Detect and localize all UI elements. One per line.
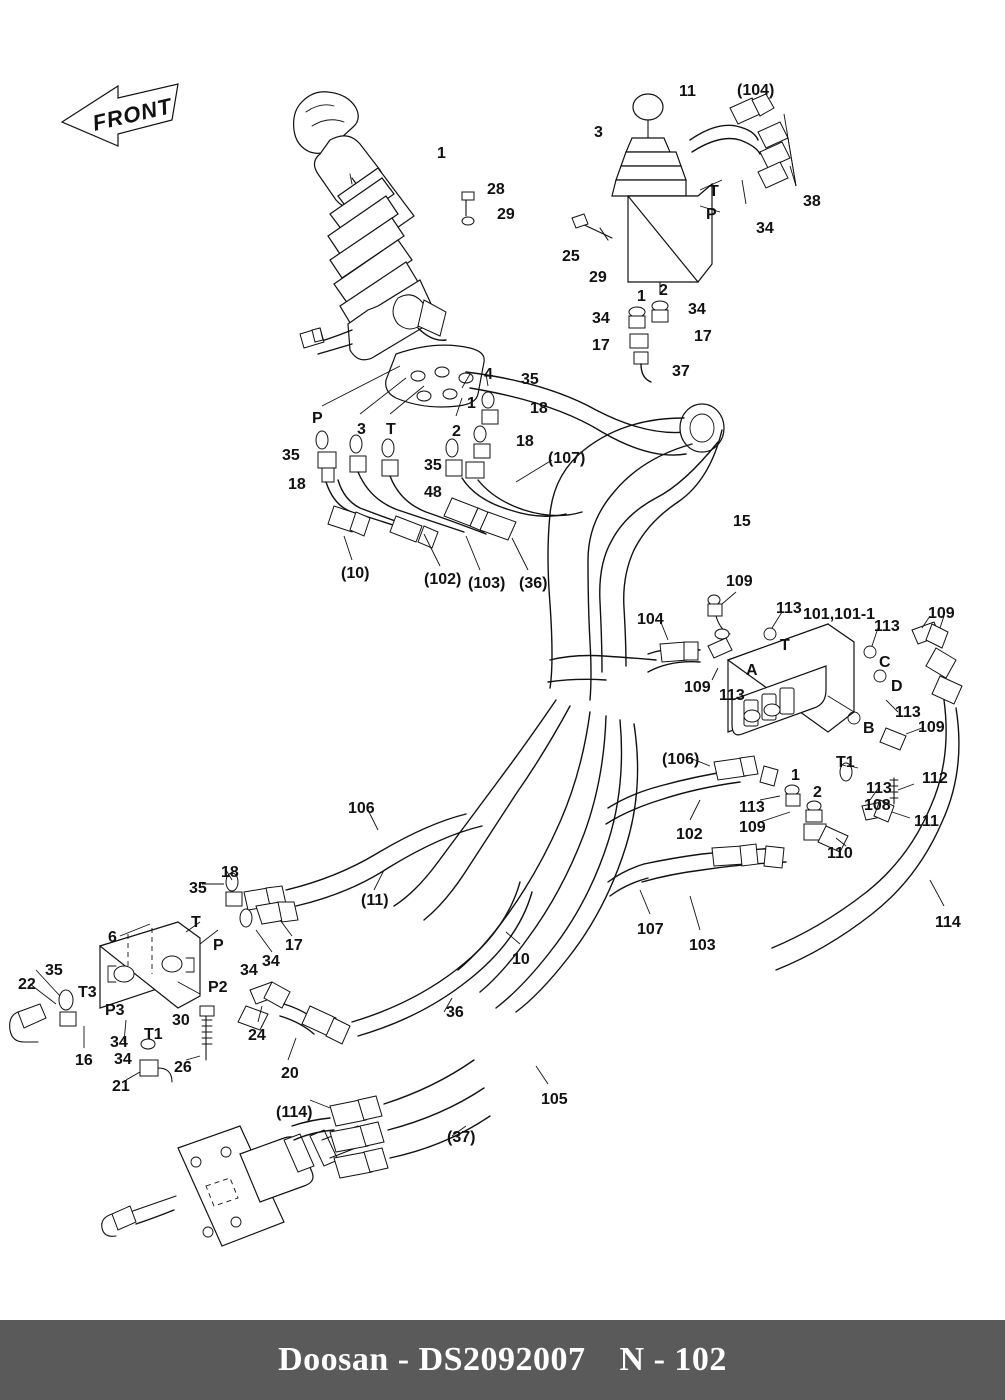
valve-block-6	[10, 810, 532, 1082]
part-callout-T: T	[191, 914, 201, 931]
part-callout-101101-1: 101,101-1	[803, 606, 876, 623]
part-callout-35: 35	[189, 880, 207, 897]
part-callout-18: 18	[516, 433, 534, 450]
part-callout-1: 1	[637, 288, 646, 305]
part-callout-37: 37	[672, 363, 690, 380]
part-callout-T1: T1	[836, 754, 855, 771]
part-callout-3: 3	[594, 124, 603, 141]
part-callout-15: 15	[733, 513, 751, 530]
part-callout-B: B	[863, 720, 875, 737]
part-callout-10: 10	[512, 951, 530, 968]
part-callout-104: 104	[637, 611, 664, 628]
part-callout-114: (114)	[276, 1104, 313, 1121]
part-callout-3: 3	[357, 421, 366, 438]
part-callout-36: (36)	[519, 575, 548, 592]
footer-bar	[0, 1320, 1005, 1400]
part-callout-109: 109	[739, 819, 766, 836]
part-callout-106: (106)	[662, 751, 700, 768]
lower-hose-fan	[394, 700, 638, 1084]
part-callout-105: 105	[541, 1091, 568, 1108]
part-callout-P3: P3	[105, 1002, 125, 1019]
part-callout-18: 18	[221, 864, 239, 881]
part-callout-T3: T3	[78, 984, 97, 1001]
part-callout-26: 26	[174, 1059, 192, 1076]
part-callout-C: C	[879, 654, 891, 671]
part-callout-113: 113	[739, 799, 765, 816]
front-direction-label: FRONT	[90, 93, 175, 136]
part-callout-16: 16	[75, 1052, 93, 1069]
part-callout-24: 24	[248, 1027, 266, 1044]
part-callout-P2: P2	[208, 979, 228, 996]
footer-right-text: N - 102	[619, 1341, 727, 1378]
part-callout-1: 1	[791, 767, 800, 784]
part-callout-2: 2	[813, 784, 822, 801]
part-callout-109: 109	[684, 679, 711, 696]
part-callout-34: 34	[240, 962, 258, 979]
part-callout-113: 113	[895, 704, 921, 721]
part-callout-30: 30	[172, 1012, 190, 1029]
part-callout-109: 109	[928, 605, 955, 622]
part-callout-11: (11)	[361, 892, 389, 909]
part-callout-22: 22	[18, 976, 36, 993]
part-callout-P: P	[312, 410, 323, 427]
part-callout-113: 113	[866, 780, 892, 797]
part-callout-107: 107	[637, 921, 664, 938]
part-callout-113: 113	[776, 600, 802, 617]
part-callout-108: 108	[864, 797, 891, 814]
part-callout-17: 17	[592, 337, 610, 354]
part-callout-17: 17	[285, 937, 303, 954]
part-callout-103: (103)	[468, 575, 506, 592]
part-callout-35: 35	[424, 457, 442, 474]
part-callout-29: 29	[497, 206, 515, 223]
part-callout-34: 34	[262, 953, 280, 970]
part-callout-T: T	[780, 637, 790, 654]
part-callout-37: (37)	[447, 1129, 476, 1146]
part-callout-113: 113	[719, 687, 745, 704]
part-callout-111: 111	[914, 813, 939, 830]
part-callout-A: A	[746, 662, 758, 679]
part-callout-2: 2	[452, 423, 461, 440]
part-callout-T: T	[709, 183, 719, 200]
part-callout-38: 38	[803, 193, 821, 210]
part-callout-11: 11	[679, 83, 696, 100]
part-callout-18: 18	[288, 476, 306, 493]
part-callout-35: 35	[282, 447, 300, 464]
part-callout-48: 48	[424, 484, 442, 501]
part-callout-20: 20	[281, 1065, 299, 1082]
part-callout-112: 112	[922, 770, 948, 787]
part-callout-109: 109	[918, 719, 945, 736]
part-callout-10: (10)	[341, 565, 370, 582]
part-callout-110: 110	[827, 845, 853, 862]
part-callout-34: 34	[688, 301, 706, 318]
pedal-bracket-assembly	[102, 1060, 490, 1246]
part-callout-18: 18	[530, 400, 548, 417]
part-callout-P: P	[213, 937, 224, 954]
part-callout-T1: T1	[144, 1026, 163, 1043]
part-callout-6: 6	[108, 929, 117, 946]
part-callout-1: 1	[467, 395, 476, 412]
part-callout-2: 2	[659, 282, 668, 299]
joystick-assembly-1	[294, 92, 474, 360]
part-callout-35: 35	[521, 371, 539, 388]
part-callout-106: 106	[348, 800, 375, 817]
part-callout-34: 34	[756, 220, 774, 237]
port-plate-assembly	[316, 345, 582, 570]
part-callout-21: 21	[112, 1078, 130, 1095]
footer-left-text: Doosan - DS2092007	[278, 1341, 586, 1378]
part-callout-36: 36	[446, 1004, 464, 1021]
part-callout-34: 34	[114, 1051, 132, 1068]
hose-104	[648, 620, 718, 680]
part-callout-109: 109	[726, 573, 753, 590]
part-callout-D: D	[891, 678, 903, 695]
part-callout-P: P	[706, 206, 717, 223]
part-callout-17: 17	[694, 328, 712, 345]
part-callout-104: (104)	[737, 82, 775, 99]
part-callout-4: 4	[484, 366, 493, 383]
part-callout-102: 102	[676, 826, 703, 843]
part-callout-1: 1	[437, 145, 446, 162]
part-callout-29: 29	[589, 269, 607, 286]
part-callout-103: 103	[689, 937, 716, 954]
part-callout-25: 25	[562, 248, 580, 265]
part-callout-113: 113	[874, 618, 900, 635]
part-callout-107: (107)	[548, 450, 586, 467]
part-callout-T: T	[386, 421, 396, 438]
part-callout-28: 28	[487, 181, 505, 198]
part-callout-102: (102)	[424, 571, 462, 588]
part-callout-35: 35	[45, 962, 63, 979]
part-callout-34: 34	[110, 1034, 128, 1051]
part-callout-114: 114	[935, 914, 961, 931]
part-callout-34: 34	[592, 310, 610, 327]
